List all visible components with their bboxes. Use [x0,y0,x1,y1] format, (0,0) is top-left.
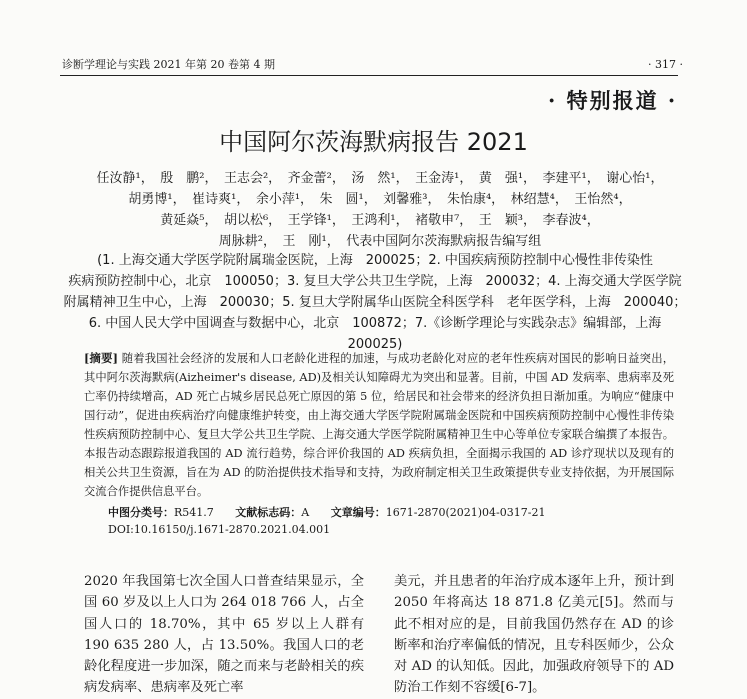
affiliation-line: 附属精神卫生中心，上海 200030；5. 复旦大学附属华山医院全科医学科 老年医学科，上海 200040； [63,295,687,310]
affiliation-list [55,250,695,355]
abstract [84,349,674,501]
article-title: 中国阿尔茨海默病报告 2021 [219,128,528,156]
doi: DOI:10.16150/j.1671-2870.2021.04.001 [108,523,331,536]
header-rule [60,75,678,76]
body-column-right: 美元，并且患者的年治疗成本逐年上升，预计到 2050 年将高达 18 871.8 亿美元[5]。然而与此不相对应的是，目前我国仍然存在 AD 的诊断率和治疗率偏低的情况，且专科医师少，公众对 AD 的认知低。因此，加强政府领导下的 AD 防治工作刻不容缓[6-7]。 [394,574,674,696]
affiliation-line: 疾病预防控制中心，北京 100050；3. 复旦大学公共卫生学院，上海 200032；4. 上海交通大学医学院 [68,274,682,289]
page-number: · 317 · [648,58,683,71]
author-line: 黄延焱⁵， 胡以松⁶， 王学锋¹， 王鸿利¹， 褚敬申⁷， 王 颖³， 李春波⁴， [160,213,600,228]
journal-header: 诊断学理论与实践 2021 年第 20 卷第 4 期 [62,58,275,71]
abstract-label: [摘要] [84,351,118,365]
author-line: 胡勇博¹， 崔诗爽¹， 余小萍¹， 朱 圆¹， 刘馨雅³， 朱怡康⁴， 林绍慧⁴， 王怡然⁴， [128,192,632,207]
classification-line [108,504,563,520]
doc-code-value: A [301,506,310,519]
author-line: 周脉耕²， 王 刚¹， 代表中国阿尔茨海默病报告编写组 [218,234,542,249]
doc-code-label: 文献标志码： [235,506,302,519]
affiliation-line: (1. 上海交通大学医学院附属瑞金医院，上海 200025；2. 中国疾病预防控制中心慢性非传染性 [97,253,653,268]
clc-label: 中图分类号： [108,506,174,519]
body-column-left: 2020 年我国第七次全国人口普查结果显示，全国 60 岁及以上人口为 264 018 766 人，占全国人口的 18.70%，其中 65 岁以上人群有 190 635 280 人，占 13.50%。我国人口的老龄化程度进一步加深，随之而来与老龄相关的疾病发病率、患病率及死亡率 [84,574,364,696]
article-id-label: 文章编号： [330,506,386,519]
author-line: 任汝静¹， 殷 鹏²， 王志会²， 齐金蕾²， 汤 然¹， 王金涛¹， 黄 强¹， 李建平¹， 谢心怡¹， [96,171,664,186]
author-list [70,168,690,252]
section-tag: · 特别报道 · [548,88,678,113]
affiliation-line: 6. 中国人民大学中国调查与数据中心，北京 100872；7.《诊断学理论与实践杂志》编辑部，上海 200025) [88,316,675,352]
clc-value: R541.7 [174,506,214,519]
abstract-text: 随着我国社会经济的发展和人口老龄化进程的加速，与成功老龄化对应的老年性疾病对国民的影响日益突出，其中阿尔茨海默病(Aizheimer's disease, AD)及相关认知障碍尤为突出和显著。目前，中国 AD 发病率、患病率及死亡率仍持续增高，AD 死亡占城乡居民总死亡原因的第 5 位，给居民和社会带来的经济负担日渐加重。为响应“健康中国行动”，促进由疾病治疗向健康维护转变，由上海交通大学医学院附属瑞金医院和中国疾病预防控制中心慢性非传染性疾病预防控制中心、复旦大学公共卫生学院、上海交通大学医学院附属精神卫生中心等单位专家联合编撰了本报告。本报告动态跟踪报道我国的 AD 流行趋势，综合评价我国的 AD 疾病负担，全面揭示我国的 AD 诊疗现状以及现有的相关公共卫生资源，旨在为 AD 的防治提供技术指导和支持，为政府制定相关卫生政策提供专业支持依据，为开展国际交流合作提供信息平台。 [84,352,674,498]
article-id-value: 1671-2870(2021)04-0317-21 [385,506,546,519]
